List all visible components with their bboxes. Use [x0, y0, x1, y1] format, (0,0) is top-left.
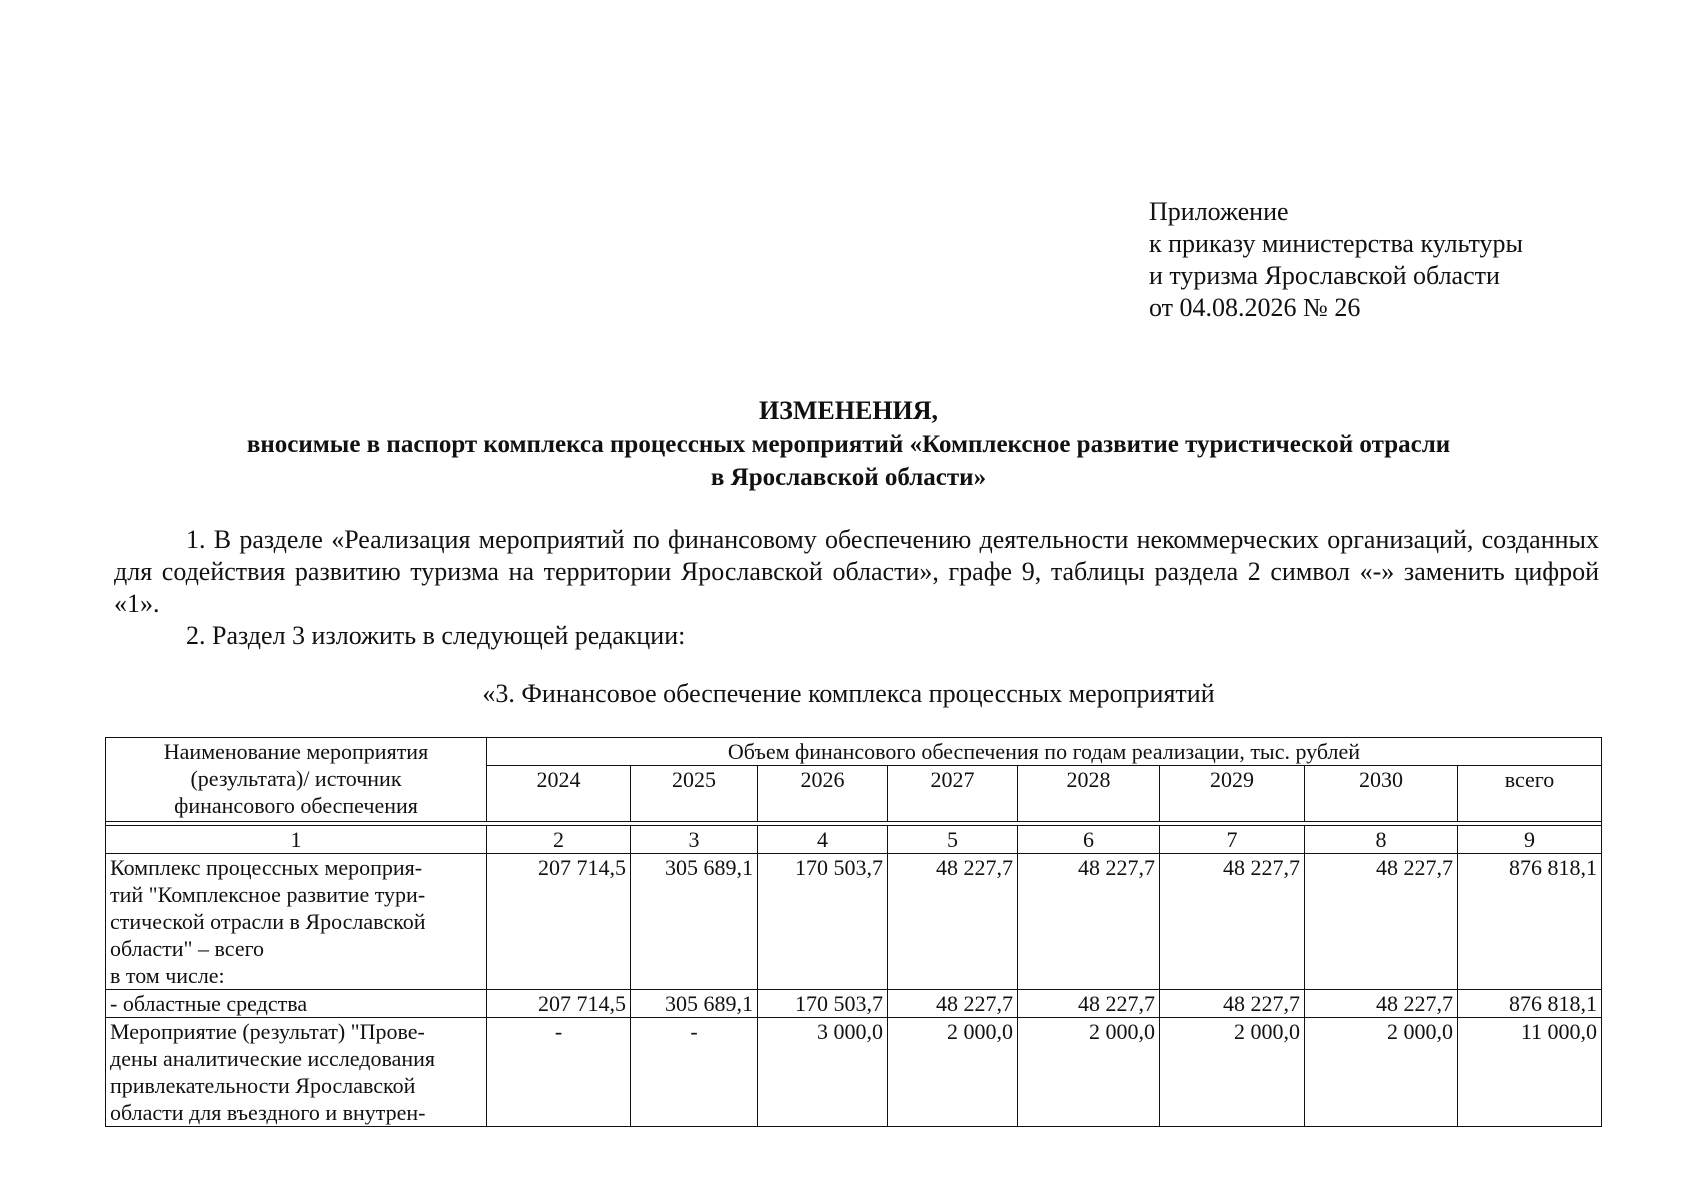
appendix-line-4: от 04.08.2026 № 26: [1149, 293, 1361, 322]
value-cell: 48 227,7: [888, 854, 1018, 990]
value-cell: 876 818,1: [1458, 990, 1602, 1018]
header-year: 2030: [1305, 766, 1458, 822]
row-name-cell: [106, 1018, 487, 1127]
title-subtitle-line-1: вносимые в паспорт комплекса процессных мероприятий «Комплексное развитие туристической отрасли: [246, 431, 1451, 458]
value-cell: 2 000,0: [1018, 1018, 1160, 1127]
value-cell: 48 227,7: [1305, 854, 1458, 990]
column-number: 2: [487, 826, 631, 854]
header-year: 2024: [487, 766, 631, 822]
value-cell: 2 000,0: [888, 1018, 1018, 1127]
appendix-line-1: Приложение: [1149, 197, 1289, 226]
document-title: [0, 394, 1697, 494]
value-cell: 170 503,7: [758, 990, 888, 1018]
value-cell: 3 000,0: [758, 1018, 888, 1127]
value-cell: -: [487, 1018, 631, 1127]
value-cell: 876 818,1: [1458, 854, 1602, 990]
value-cell: 305 689,1: [631, 854, 758, 990]
paragraph-1: 1. В разделе «Реализация мероприятий по финансовому обеспечению деятельности некоммерческих организаций, созданных для содействия развитию туризма на территории Ярославской области», графе 9, таблицы раздела 2 символ «-» заменить цифрой «1».: [114, 525, 1599, 618]
row-name-line: тий "Комплексное развитие тури-: [110, 882, 426, 907]
row-name-line: привлекательности Ярославской: [110, 1073, 416, 1098]
header-year: 2026: [758, 766, 888, 822]
value-cell: 305 689,1: [631, 990, 758, 1018]
row-name-cell: [106, 854, 487, 990]
row-name-line: дены аналитические исследования: [110, 1046, 435, 1071]
value-cell: 48 227,7: [1018, 990, 1160, 1018]
header-name-line: (результата)/ источник: [190, 766, 402, 791]
value-cell: 2 000,0: [1160, 1018, 1305, 1127]
header-group-cell: Объем финансового обеспечения по годам реализации, тыс. рублей: [487, 738, 1602, 766]
row-name-line: Мероприятие (результат) "Прове-: [110, 1019, 425, 1044]
header-year: 2025: [631, 766, 758, 822]
financing-table: [105, 737, 1602, 1127]
header-year: всего: [1458, 766, 1602, 822]
row-name-line: Комплекс процессных мероприя-: [110, 855, 423, 880]
body-text: [114, 524, 1599, 652]
table-header-row-1: [106, 738, 1602, 766]
column-number: 6: [1018, 826, 1160, 854]
value-cell: 11 000,0: [1458, 1018, 1602, 1127]
row-name-cell: [106, 990, 487, 1018]
header-year: 2027: [888, 766, 1018, 822]
value-cell: 48 227,7: [888, 990, 1018, 1018]
row-name-line: области" – всего: [110, 936, 265, 961]
row-name-line: области для въездного и внутрен-: [110, 1100, 426, 1125]
column-number: 4: [758, 826, 888, 854]
value-cell: -: [631, 1018, 758, 1127]
column-number: 7: [1160, 826, 1305, 854]
value-cell: 48 227,7: [1160, 990, 1305, 1018]
header-year: 2029: [1160, 766, 1305, 822]
column-number: 5: [888, 826, 1018, 854]
value-cell: 48 227,7: [1018, 854, 1160, 990]
value-cell: 207 714,5: [487, 854, 631, 990]
table-row: [106, 854, 1602, 990]
value-cell: 48 227,7: [1305, 990, 1458, 1018]
column-number: 3: [631, 826, 758, 854]
row-name-line: в том числе:: [110, 963, 225, 988]
title-main: ИЗМЕНЕНИЯ,: [758, 396, 939, 425]
row-name-line: стической отрасли в Ярославской: [110, 909, 426, 934]
column-number-row: [106, 826, 1602, 854]
header-name-line: Наименование мероприятия: [163, 739, 429, 764]
table-row: [106, 990, 1602, 1018]
section-caption: «3. Финансовое обеспечение комплекса процессных мероприятий: [482, 679, 1215, 708]
value-cell: 2 000,0: [1305, 1018, 1458, 1127]
row-name-line: - областные средства: [110, 991, 308, 1016]
header-year: 2028: [1018, 766, 1160, 822]
table-row: [106, 1018, 1602, 1127]
column-number: 9: [1458, 826, 1602, 854]
header-name-line: финансового обеспечения: [174, 793, 418, 818]
header-name-cell: [106, 738, 487, 822]
appendix-line-2: к приказу министерства культуры: [1149, 229, 1523, 258]
appendix-block: [1149, 196, 1523, 324]
title-subtitle-line-2: в Ярославской области»: [710, 464, 987, 491]
value-cell: 170 503,7: [758, 854, 888, 990]
appendix-line-3: и туризма Ярославской области: [1149, 261, 1500, 290]
paragraph-2: 2. Раздел 3 изложить в следующей редакции:: [186, 621, 686, 650]
column-number: 1: [106, 826, 487, 854]
value-cell: 207 714,5: [487, 990, 631, 1018]
column-number: 8: [1305, 826, 1458, 854]
value-cell: 48 227,7: [1160, 854, 1305, 990]
